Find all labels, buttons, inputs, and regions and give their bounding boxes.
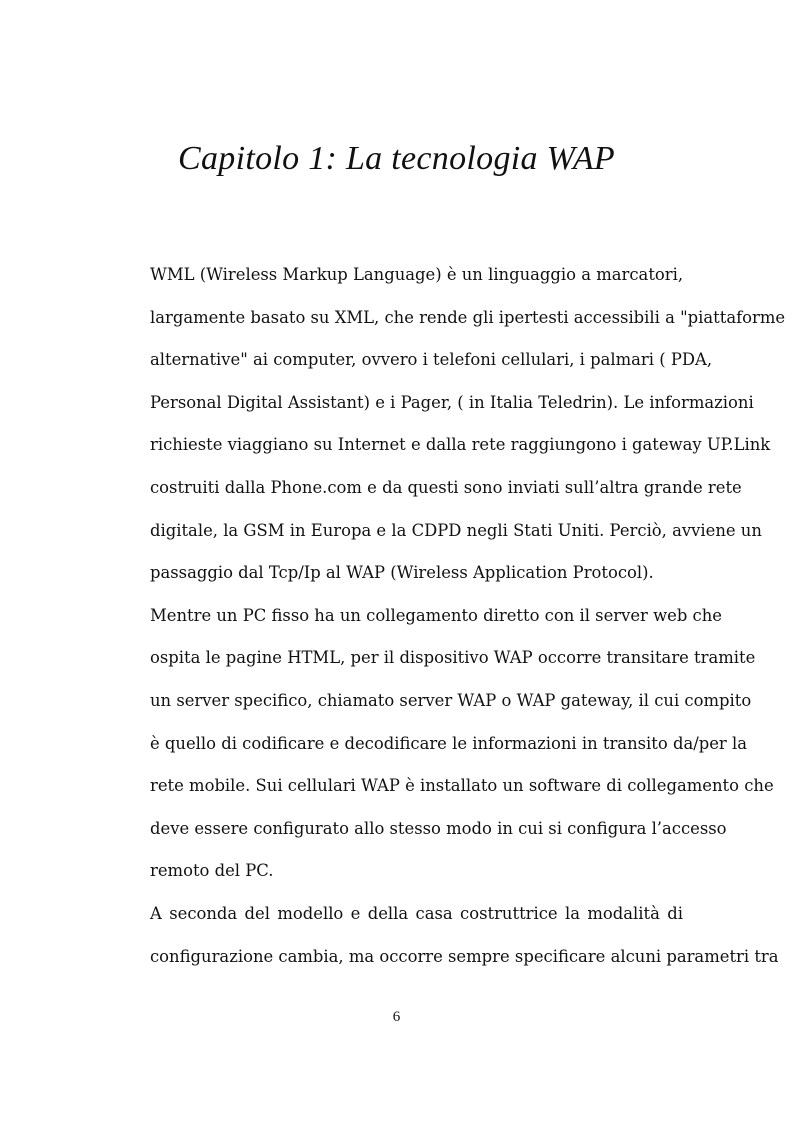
text-line: è quello di codificare e decodificare le informazioni in transito da/per la <box>150 733 747 753</box>
text-line: WML (Wireless Markup Language) è un linguaggio a marcatori, <box>150 265 684 284</box>
text-line: deve essere configurato allo stesso modo in cui si configura l’accesso <box>150 818 727 838</box>
page-number: 6 <box>392 1009 401 1025</box>
text-line: Personal Digital Assistant) e i Pager, ( in Italia Teledrin). Le informazioni <box>150 392 754 412</box>
body-text <box>150 254 786 978</box>
text-line: digitale, la GSM in Europa e la CDPD negli Stati Uniti. Perciò, avviene un <box>150 520 762 540</box>
page-title: Capitolo 1: La tecnologia WAP <box>178 140 615 177</box>
text-line: alternative" ai computer, ovvero i telefoni cellulari, i palmari ( PDA, <box>150 350 713 370</box>
text-line: A seconda del modello e della casa costruttrice la modalità di <box>150 903 683 923</box>
text-line: ospita le pagine HTML, per il dispositivo WAP occorre transitare tramite <box>150 648 756 668</box>
text-line: Mentre un PC fisso ha un collegamento diretto con il server web che <box>150 605 722 625</box>
text-line: un server specifico, chiamato server WAP o WAP gateway, il cui compito <box>150 690 752 710</box>
text-line: largamente basato su XML, che rende gli ipertesti accessibili a "piattaforme <box>150 307 786 327</box>
text-line: richieste viaggiano su Internet e dalla rete raggiungono i gateway UP.Link <box>150 435 771 455</box>
text-line: remoto del PC. <box>150 861 274 881</box>
text-line: configurazione cambia, ma occorre sempre specificare alcuni parametri tra <box>150 946 779 966</box>
text-line: costruiti dalla Phone.com e da questi sono inviati sull’altra grande rete <box>150 477 742 497</box>
text-line: rete mobile. Sui cellulari WAP è installato un software di collegamento che <box>150 776 774 796</box>
text-line: passaggio dal Tcp/Ip al WAP (Wireless Application Protocol). <box>150 563 654 583</box>
